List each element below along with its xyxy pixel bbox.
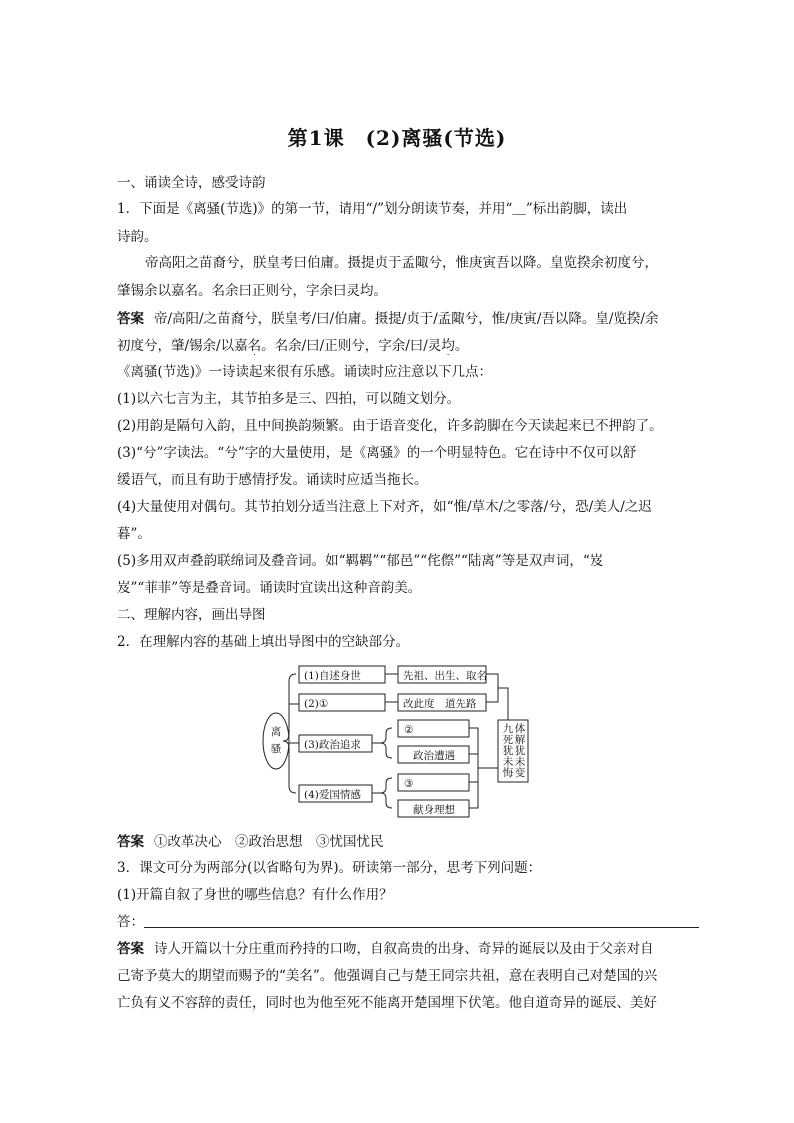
- point-2: (2)用韵是隔句入韵，且中间换韵频繁。由于语音变化，许多韵脚在今天读起来已不押韵了。: [117, 418, 663, 434]
- reply-label: 答：: [117, 914, 144, 930]
- rhyme-mark-1: 名 ﹒: [248, 338, 262, 354]
- brace-3: [380, 728, 392, 758]
- final-col2-char-2: 解: [514, 734, 526, 746]
- final-col2-char-3: 犹: [514, 745, 526, 757]
- answer-1-part-a: 初度兮，肇/锡余/以嘉: [117, 338, 248, 354]
- result-label-6: 献身理想: [413, 804, 455, 816]
- result-label-2: 改此度 道先路: [403, 698, 477, 710]
- center-label-top: 离: [270, 726, 282, 738]
- question-3-sub-1: (1)开篇自叙了身世的哪些信息？有什么作用？: [117, 887, 393, 903]
- point-1: (1)以六七言为主，其节拍多是三、四拍，可以随文划分。: [117, 391, 461, 407]
- final-col1-char-3: 犹: [502, 745, 514, 757]
- page-title: 第1课 (2)离骚(节选): [287, 126, 507, 150]
- poem-line-2: 肇锡余以嘉名。名余曰正则兮，字余曰灵均。: [117, 283, 387, 299]
- section-heading-1: 一、诵读全诗，感受诗韵: [117, 175, 266, 191]
- result-label-3: ②: [404, 724, 414, 736]
- point-5-line-2: 岌”“菲菲”等是叠音词。诵读时宜读出这种音韵美。: [117, 580, 422, 596]
- question-2: 2．在理解内容的基础上填出导图中的空缺部分。: [117, 634, 410, 650]
- final-col1-char-2: 死: [502, 734, 514, 746]
- branch-label-4: (4)爱国情感: [304, 789, 361, 801]
- final-col1-char-4: 未: [502, 756, 514, 768]
- result-label-4: 政治遭遇: [413, 750, 455, 762]
- answer-3-line-1: [117, 939, 654, 959]
- intro-line: 《离骚(节选)》一诗读起来很有乐感。诵读时应注意以下几点：: [117, 364, 493, 380]
- point-3-line-2: 缓语气，而且有助于感情抒发。诵读时应适当拖长。: [117, 472, 428, 488]
- question-1-line-2: 诗韵。: [117, 229, 158, 245]
- point-3-line-1: (3)“兮”字读法。“兮”字的大量使用，是《离骚》的一个明显特色。它在诗中不仅可以舒: [117, 445, 637, 461]
- branch-label-1: (1)自述身世: [304, 670, 361, 682]
- left-brace: [283, 674, 296, 793]
- poem-line-1: 帝高阳之苗裔兮，朕皇考曰伯庸。摄提贞于孟陬兮，惟庚寅吾以降。皇览揆余初度兮，: [145, 255, 658, 271]
- reply-line: [117, 912, 699, 932]
- branch-label-3: (3)政治追求: [304, 739, 361, 751]
- final-col2-char-1: 体: [514, 723, 526, 735]
- answer-3-line-2: 己寄予莫大的期望而赐予的“美名”。他强调自己与楚王同宗共祖，意在表明自己对楚国的兴: [117, 968, 658, 984]
- point-5-line-1: (5)多用双声叠韵联绵词及叠音词。如“羁羁”“郁邑”“侘傺”“陆离”等是双声词，“岌: [117, 553, 604, 569]
- brace-4: [380, 778, 392, 808]
- answer-label: 答案: [117, 311, 144, 327]
- point-4-line-2: 暮”。: [117, 526, 151, 542]
- answer-3-line-3: 亡负有义不容辞的责任，同时也为他至死不能离开楚国埋下伏笔。他自道奇异的诞辰、美好: [117, 995, 657, 1011]
- answer-3-text-1: 诗人开篇以十分庄重而矜持的口吻，自叙高贵的出身、奇异的诞辰以及由于父亲对自: [154, 941, 654, 957]
- center-label-bottom: 骚: [270, 743, 282, 755]
- question-3: 3．课文可分为两部分(以省略句为界)。研读第一部分，思考下列问题：: [117, 860, 542, 876]
- branch-label-2: (2)①: [304, 698, 329, 710]
- answer-blank[interactable]: [144, 913, 699, 928]
- answer-1-text: 帝/高阳/之苗裔兮，朕皇考/曰/伯庸。摄提/贞于/孟陬兮，惟/庚寅/吾以降。皇/览揆/余: [154, 311, 659, 327]
- final-col2-char-5: 变: [514, 767, 526, 779]
- rhyme-mark-2: 均 ﹒: [441, 338, 455, 354]
- answer-label: 答案: [117, 941, 144, 957]
- answer-1-part-e: 。: [454, 338, 469, 354]
- point-4-line-1: (4)大量使用对偶句。其节拍划分适当注意上下对齐，如“惟/草木/之零落/兮，恐/美人/之迟: [117, 499, 652, 515]
- final-col1-char-5: 悔: [502, 767, 514, 779]
- result-label-1: 先祖、出生、取名: [403, 670, 487, 682]
- final-col1-char-1: 九: [502, 723, 514, 735]
- final-col2-char-4: 未: [514, 756, 526, 768]
- section-heading-2: 二、理解内容，画出导图: [117, 607, 266, 623]
- answer-label: 答案: [117, 834, 144, 850]
- question-1-line-1: 1．下面是《离骚(节选)》的第一节，请用“/”划分朗读节奏，并用“＿”标出韵脚，读出: [117, 201, 628, 217]
- answer-1-part-c: 。名余/曰/正则兮，字余/曰/灵: [261, 338, 442, 354]
- answer-2: [117, 832, 384, 852]
- result-label-5: ③: [404, 778, 414, 790]
- answer-2-text: ①改革决心 ②政治思想 ③忧国忧民: [154, 834, 384, 850]
